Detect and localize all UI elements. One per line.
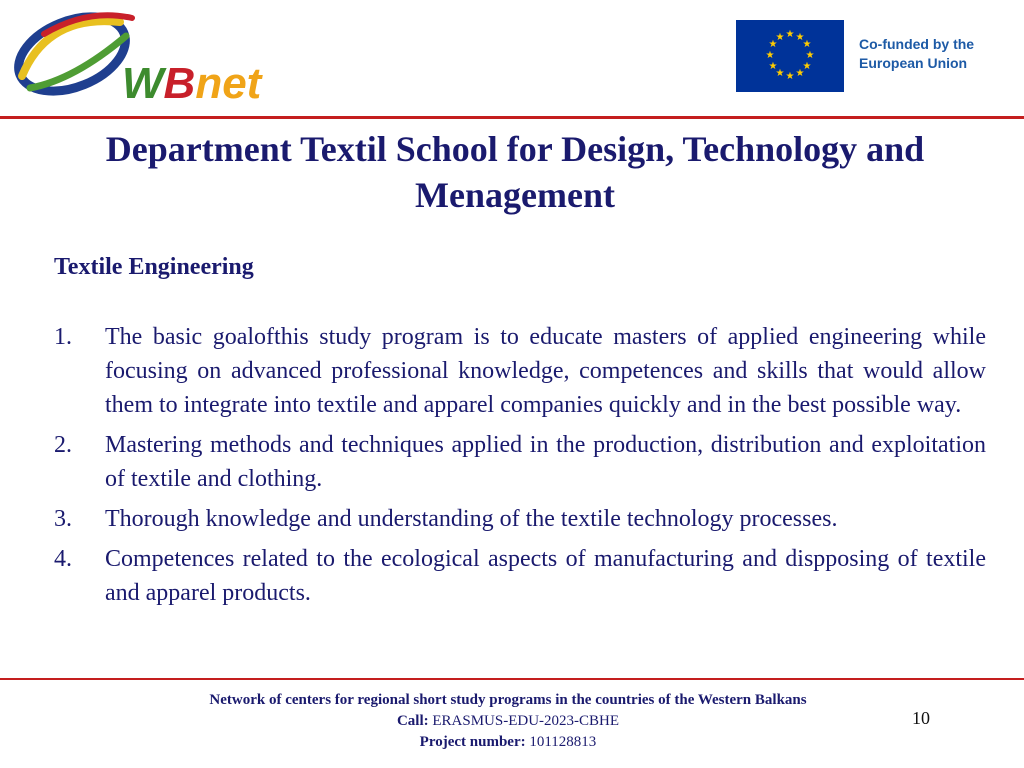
svg-text:★: ★ [775,68,785,79]
eu-flag-graphic [736,20,844,92]
svg-text:★: ★ [768,39,778,50]
list-item [54,320,986,422]
footer-divider [0,678,1024,680]
footer-project-value: 101128813 [529,734,597,750]
list-item-number: 2. [54,432,72,458]
list-item-number: 3. [54,506,72,532]
list-item-text: Thorough knowledge and understanding of the textile technology processes. [105,506,838,532]
footer-call-value: ERASMUS-EDU-2023-CBHE [432,713,620,729]
footer-network: Network of centers for regional short study programs in the countries of the Western Balkans [209,692,807,708]
eu-label-line2: European Union [859,55,968,71]
footer-project-label: Project number: [419,734,526,750]
section-subtitle: Textile Engineering [54,254,254,280]
list-item-text: The basic goalofthis study program is to educate masters of applied engineering while focusing on advanced professional knowledge, competences and skills that would allow them to integrate into textile and apparel companies quickly and in the best possible way. [105,324,986,418]
list-item [54,428,986,496]
svg-text:★: ★ [785,71,795,82]
svg-text:★: ★ [768,61,778,72]
wbnet-logo-graphic [8,6,278,106]
svg-text:★: ★ [775,32,785,43]
svg-text:★: ★ [802,39,812,50]
footer [0,690,1016,753]
wbnet-logo-text: WBnet [122,59,262,106]
list-item-text: Mastering methods and techniques applied in the production, distribution and exploitation of textile and clothing. [105,432,986,492]
list-item [54,502,986,536]
svg-text:★: ★ [785,29,795,40]
footer-call-label: Call: [396,713,429,729]
footer-project [0,732,1016,753]
svg-text:★: ★ [795,32,805,43]
svg-text:★: ★ [802,61,812,72]
goals-list [54,320,986,616]
eu-cofunded-label [859,35,1019,73]
list-item-text: Competences related to the ecological aspects of manufacturing and dispposing of textile and apparel products. [105,546,986,606]
slide-title: Department Textil School for Design, Technology and Menagement [105,129,925,215]
svg-text:★: ★ [805,50,815,61]
eu-label-line1: Co-funded by the [859,36,975,52]
footer-call [0,711,1016,732]
list-item [54,542,986,610]
svg-text:★: ★ [765,50,775,61]
list-item-number: 4. [54,546,72,572]
wbnet-logo [8,6,278,106]
svg-text:★: ★ [795,68,805,79]
list-item-number: 1. [54,324,72,350]
header-divider [0,116,1024,119]
page-number: 10 [912,708,930,728]
eu-flag [736,20,844,92]
